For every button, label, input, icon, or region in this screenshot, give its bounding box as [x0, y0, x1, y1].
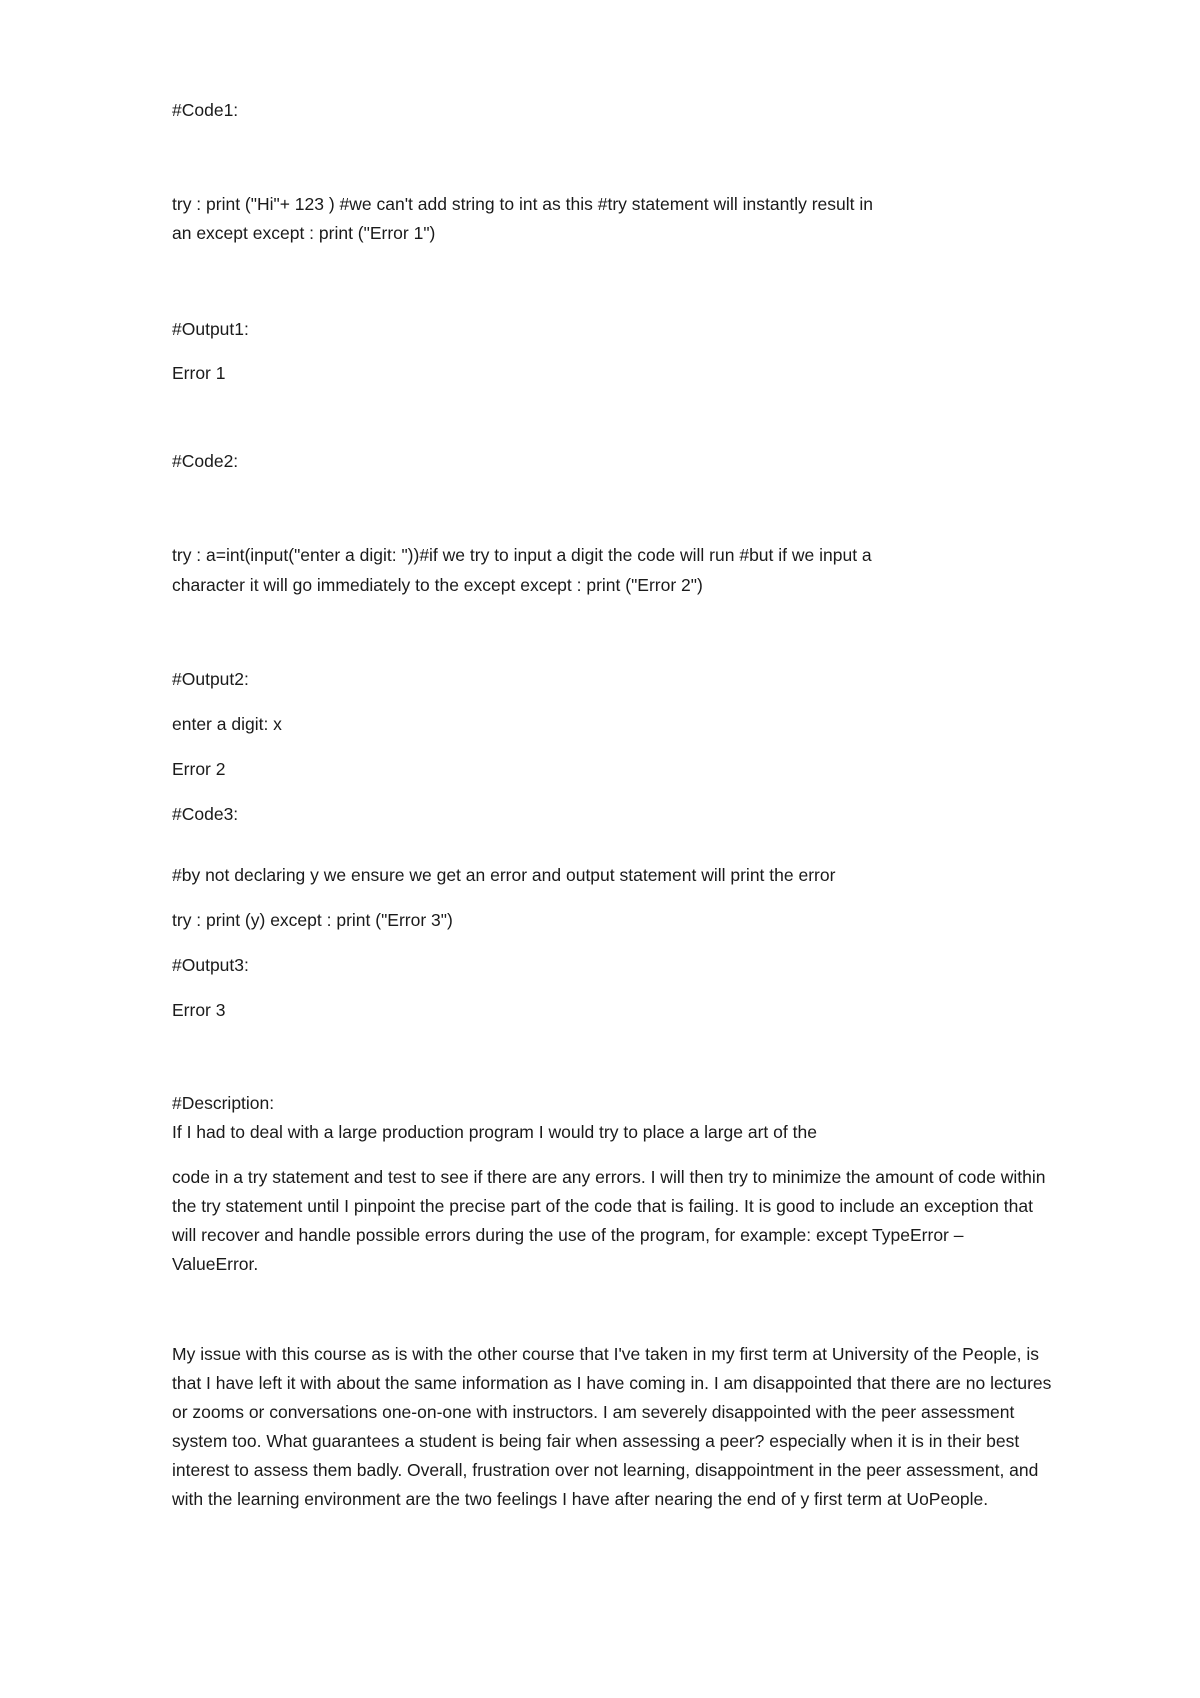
output2-line-1: enter a digit: x — [172, 714, 282, 734]
code1-line-2: an except except : print ("Error 1") — [172, 223, 436, 243]
output1-text: Error 1 — [172, 363, 226, 383]
reflection-paragraph: My issue with this course as is with the other course that I've taken in my first term at University of the People, is that I have left it with about the same information as I have coming in. I am disappointed that there are no lectures or zooms or conversations one-on-one with instructors. I am severely disappointed with the peer assessment system too. What guarantees a student is being fair when assessing a peer? especially when it is in their best interest to assess them badly. Overall, frustration over not learning, disappointment in the peer assessment, and with the learning environment are the two feelings I have after nearing the end of y first term at UoPeople. — [172, 1344, 1052, 1509]
code1-line-1: try : print ("Hi"+ 123 ) #we can't add string to int as this #try statement will instantly result in — [172, 194, 873, 214]
code3-comment: #by not declaring y we ensure we get an error and output statement will print the error — [172, 865, 836, 885]
description-line-1: If I had to deal with a large production program I would try to place a large art of the — [172, 1122, 817, 1142]
code3-heading: #Code3: — [172, 804, 239, 824]
description-heading: #Description: — [172, 1093, 275, 1113]
code3-code: try : print (y) except : print ("Error 3") — [172, 910, 453, 930]
output2-heading: #Output2: — [172, 669, 249, 689]
code2-line-2: character it will go immediately to the except except : print ("Error 2") — [172, 575, 703, 595]
output2-line-2: Error 2 — [172, 759, 226, 779]
output3-text: Error 3 — [172, 1000, 226, 1020]
code1-heading: #Code1: — [172, 100, 239, 120]
output1-heading: #Output1: — [172, 319, 249, 339]
description-paragraph: code in a try statement and test to see if there are any errors. I will then try to minimize the amount of code within the try statement until I pinpoint the precise part of the code that is failing. It is good to include an exception that will recover and handle possible errors during the use of the program, for example: except TypeError – ValueError. — [172, 1167, 1046, 1274]
output3-heading: #Output3: — [172, 955, 249, 975]
code2-heading: #Code2: — [172, 451, 239, 471]
code2-line-1: try : a=int(input("enter a digit: "))#if we try to input a digit the code will run #but if we input a — [172, 545, 872, 565]
